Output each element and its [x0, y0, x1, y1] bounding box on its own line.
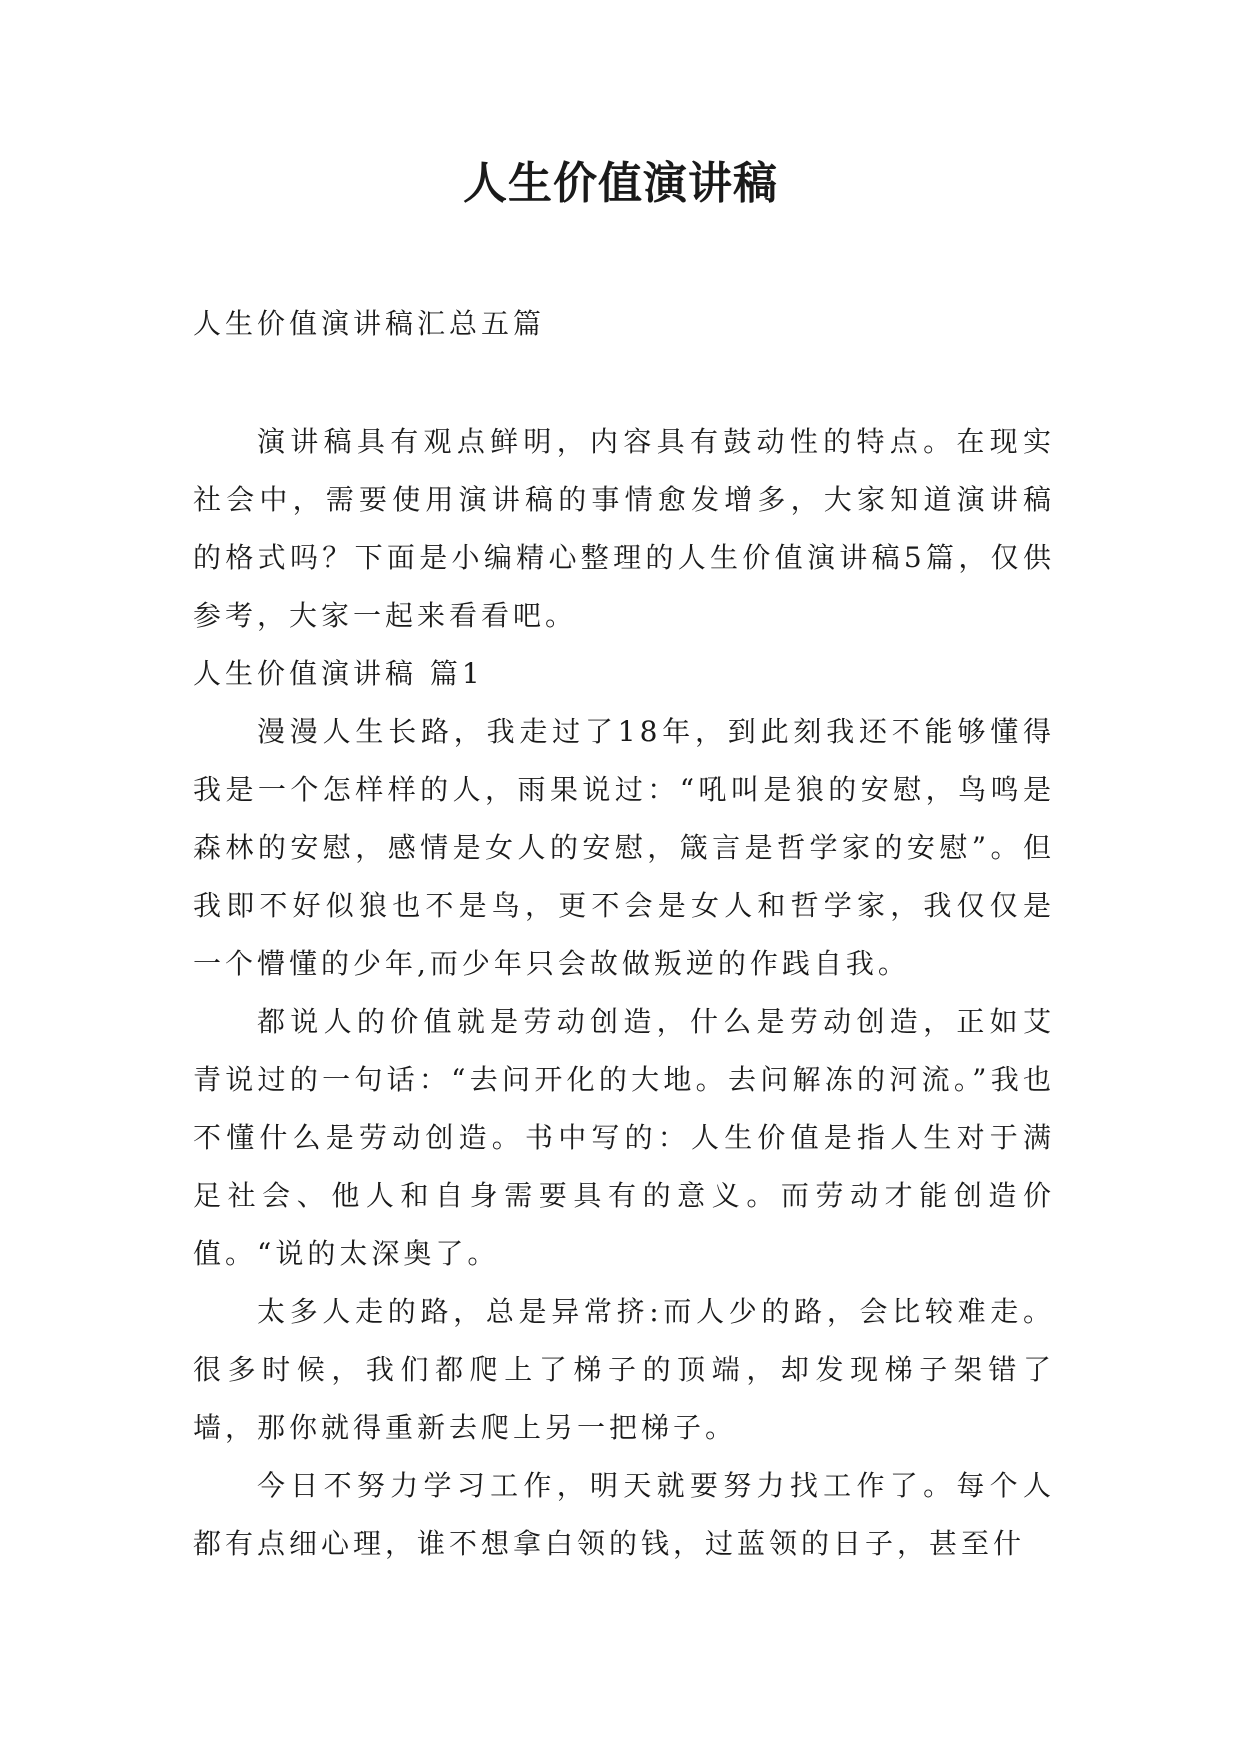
- intro-paragraph: 演讲稿具有观点鲜明，内容具有鼓动性的特点。在现实社会中，需要使用演讲稿的事情愈发增多，大家知道演讲稿的格式吗？下面是小编精心整理的人生价值演讲稿5篇，仅供参考，大家一起来看看吧。: [193, 425, 1055, 632]
- document-body: [193, 295, 1055, 1573]
- body-paragraph-1: 漫漫人生长路，我走过了18年，到此刻我还不能够懂得我是一个怎样样的人，雨果说过：“吼叫是狼的安慰，鸟鸣是森林的安慰，感情是女人的安慰，箴言是哲学家的安慰”。但我即不好似狼也不是鸟，更不会是女人和哲学家，我仅仅是一个懵懂的少年,而少年只会故做叛逆的作践自我。: [193, 715, 1055, 980]
- body-paragraph-4: 今日不努力学习工作，明天就要努力找工作了。每个人都有点细心理，谁不想拿白领的钱，过蓝领的日子，甚至什: [193, 1469, 1055, 1560]
- body-paragraph-2: 都说人的价值就是劳动创造，什么是劳动创造，正如艾青说过的一句话：“去问开化的大地。去问解冻的河流。”我也不懂什么是劳动创造。书中写的：人生价值是指人生对于满足社会、他人和自身需要具有的意义。而劳动才能创造价值。“说的太深奥了。: [193, 1005, 1055, 1270]
- document-subtitle: 人生价值演讲稿汇总五篇: [193, 307, 546, 340]
- body-paragraph-3: 太多人走的路，总是异常挤:而人少的路，会比较难走。很多时候，我们都爬上了梯子的顶端，却发现梯子架错了墙，那你就得重新去爬上另一把梯子。: [193, 1295, 1055, 1444]
- section-heading: 人生价值演讲稿 篇1: [193, 657, 484, 690]
- document-title: 人生价值演讲稿: [463, 158, 778, 209]
